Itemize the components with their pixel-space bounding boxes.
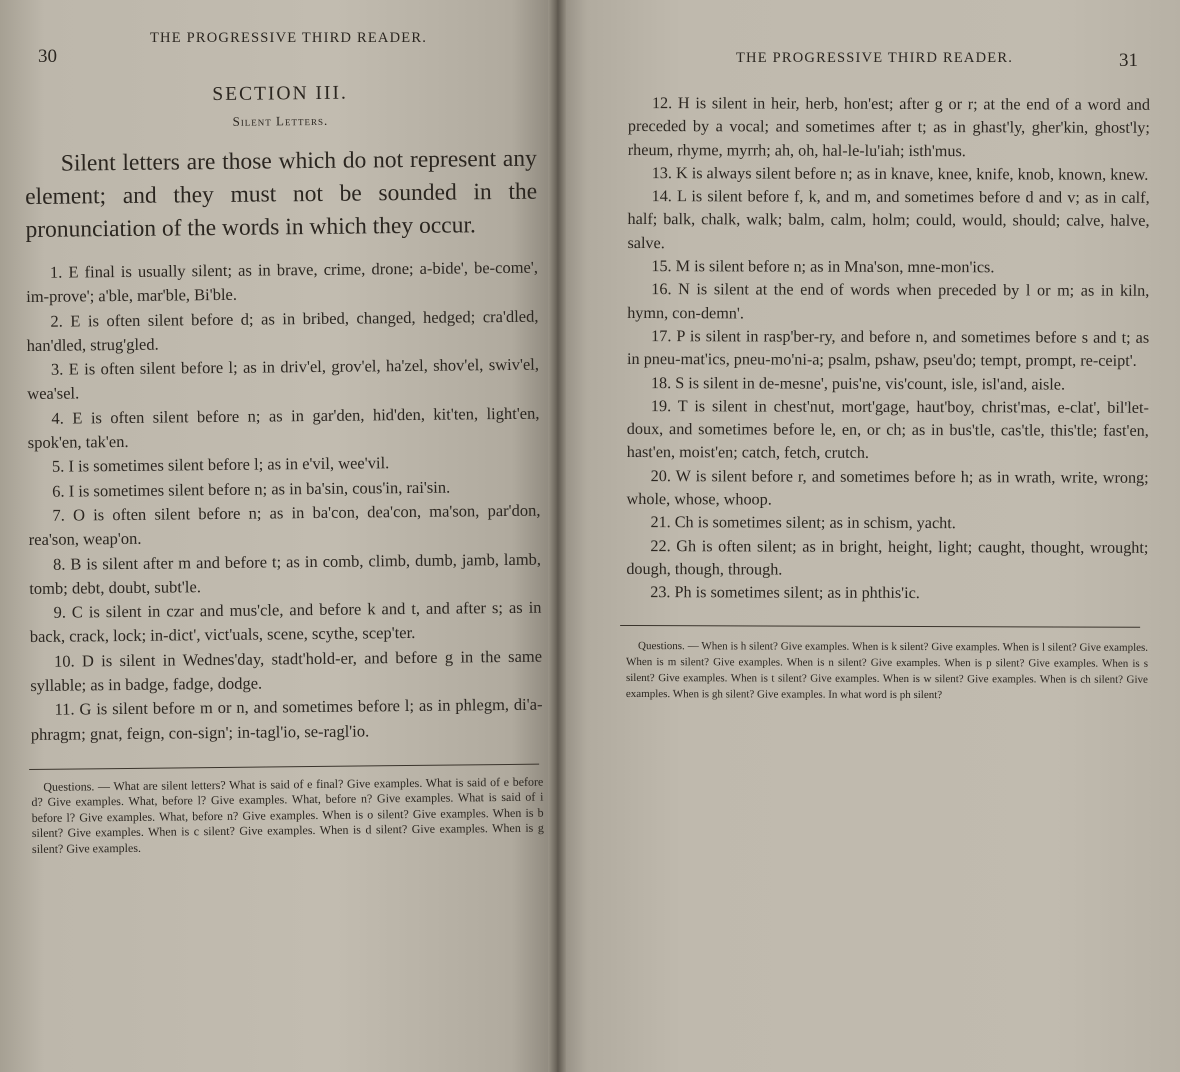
footnote-divider <box>29 764 539 770</box>
left-page-content <box>24 81 544 858</box>
section-subtitle: Silent Letters. <box>232 112 329 129</box>
rule-4: 4. E is often silent before n; as in gar'den, hid'den, kit'ten, light'en, spok'en, tak'en. <box>27 403 540 453</box>
rule-17: 17. P is silent in rasp'ber-ry, and before n, and sometimes before s and t; as in pneu-mat'ics, pneu-mo'ni-a; psalm, pshaw, pseu'do; tempt, prompt, re-ceipt'. <box>627 327 1150 371</box>
rule-22: 22. Gh is often silent; as in bright, height, light; caught, thought, wrought; dough, though, through. <box>626 536 1149 579</box>
right-page <box>556 0 1180 1072</box>
rule-15: 15. M is silent before n; as in Mna'son, mne-mon'ics. <box>651 257 995 277</box>
footnote-divider <box>620 625 1140 628</box>
rule-2: 2. E is often silent before d; as in bribed, changed, hedged; cra'dled, han'dled, strug'gled. <box>26 306 539 355</box>
page-number: 30 <box>38 46 57 67</box>
rule-5: 5. I is sometimes silent before l; as in e'vil, wee'vil. <box>51 453 390 477</box>
questions-footnote: Questions. — When is h silent? Give examples. When is k silent? Give examples. When is l silent? Give examples. When is m silent? Give examples. When is n silent? Give examples. When is p silent? Give examples. When is s silent? Give examples. When is t silent? Give examples. When is w silent? Give examples. When is ch silent? Give examples. When is gh silent? Give examples. In what word is ph silent? <box>625 639 1149 702</box>
rule-19: 19. T is silent in chest'nut, mort'gage, haut'boy, christ'mas, e-clat', bil'let-doux, and sometimes before le, en, or ch; as in bus'tle, cas'tle, this'tle; fast'en, hast'en, moist'en; catch, fetch, crutch. <box>626 396 1149 463</box>
rule-9: 9. C is silent in czar and mus'cle, and before k and t, and after s; as in back, crack, lock; in-dict', vict'uals, scene, scythe, scep'ter. <box>29 597 542 647</box>
questions-footnote: Questions. — What are silent letters? What is said of e final? Give examples. What is said of e before d? Give examples. What, before l? Give examples. What, before n? Give examples. What is said of i before l? Give examples. What, before n? Give examples. When is o silent? Give examples. When is b silent? Give examples. When is c silent? Give examples. When is d silent? Give examples. When is g silent? Give examples. <box>31 774 544 856</box>
rule-10: 10. D is silent in Wednes'day, stadt'hold-er, and before g in the same syllable; as in badge, fadge, dodge. <box>30 646 543 696</box>
rule-11: 11. G is silent before m or n, and sometimes before l; as in phlegm, di'a-phragm; gnat, feign, con-sign'; in-tagl'io, se-ragl'io. <box>30 694 543 744</box>
left-page <box>0 0 556 1072</box>
rule-18: 18. S is silent in de-mesne', puis'ne, vis'count, isle, isl'and, aisle. <box>650 373 1066 394</box>
rule-1: 1. E final is usually silent; as in brave, crime, drone; a-bide', be-come', im-prove'; a'ble, mar'ble, Bi'ble. <box>26 257 539 307</box>
page-number: 31 <box>1119 50 1138 71</box>
running-head: THE PROGRESSIVE THIRD READER. <box>736 50 1014 66</box>
right-page-content <box>626 92 1150 704</box>
rule-13: 13. K is always silent before n; as in knave, knee, knife, knob, known, knew. <box>651 163 1149 184</box>
rule-16: 16. N is silent at the end of words when preceded by l or m; as in kiln, hymn, con-demn'. <box>627 280 1150 323</box>
rule-20: 20. W is silent before r, and sometimes before h; as in wrath, write, wrong; whole, whose, whoop. <box>626 466 1149 509</box>
running-head: THE PROGRESSIVE THIRD READER. <box>150 30 428 46</box>
rule-3: 3. E is often silent before l; as in driv'el, grov'el, ha'zel, shov'el, swiv'el, wea'sel. <box>27 354 540 404</box>
intro-paragraph: Silent letters are those which do not represent any element; and they must not be sounded in the pronunciation of the words in which they occur. <box>25 145 538 243</box>
rule-7: 7. O is often silent before n; as in ba'con, dea'con, ma'son, par'don, rea'son, weap'on. <box>28 500 541 550</box>
rule-14: 14. L is silent before f, k, and m, and sometimes before d and v; as in calf, half; balk, chalk, walk; balm, calm, holm; could, would, should; calve, halve, salve. <box>627 187 1150 252</box>
rule-12: 12. H is silent in heir, herb, hon'est; after g or r; at the end of a word and preceded by a vocal; and sometimes after t; as in ghast'ly, gher'kin, ghost'ly; rheum, rhyme, myrrh; ah, oh, hal-le-lu'iah; isth'mus. <box>627 94 1150 160</box>
rule-23: 23. Ph is sometimes silent; as in phthis'ic. <box>650 583 920 603</box>
section-title: SECTION III. <box>212 82 348 106</box>
rule-8: 8. B is silent after m and before t; as in comb, climb, dumb, jamb, lamb, tomb; debt, doubt, subt'le. <box>29 549 542 598</box>
rule-6: 6. I is sometimes silent before n; as in ba'sin, cous'in, rai'sin. <box>52 477 451 501</box>
rule-21: 21. Ch is sometimes silent; as in schism, yacht. <box>650 513 956 533</box>
book-gutter <box>548 0 566 1072</box>
